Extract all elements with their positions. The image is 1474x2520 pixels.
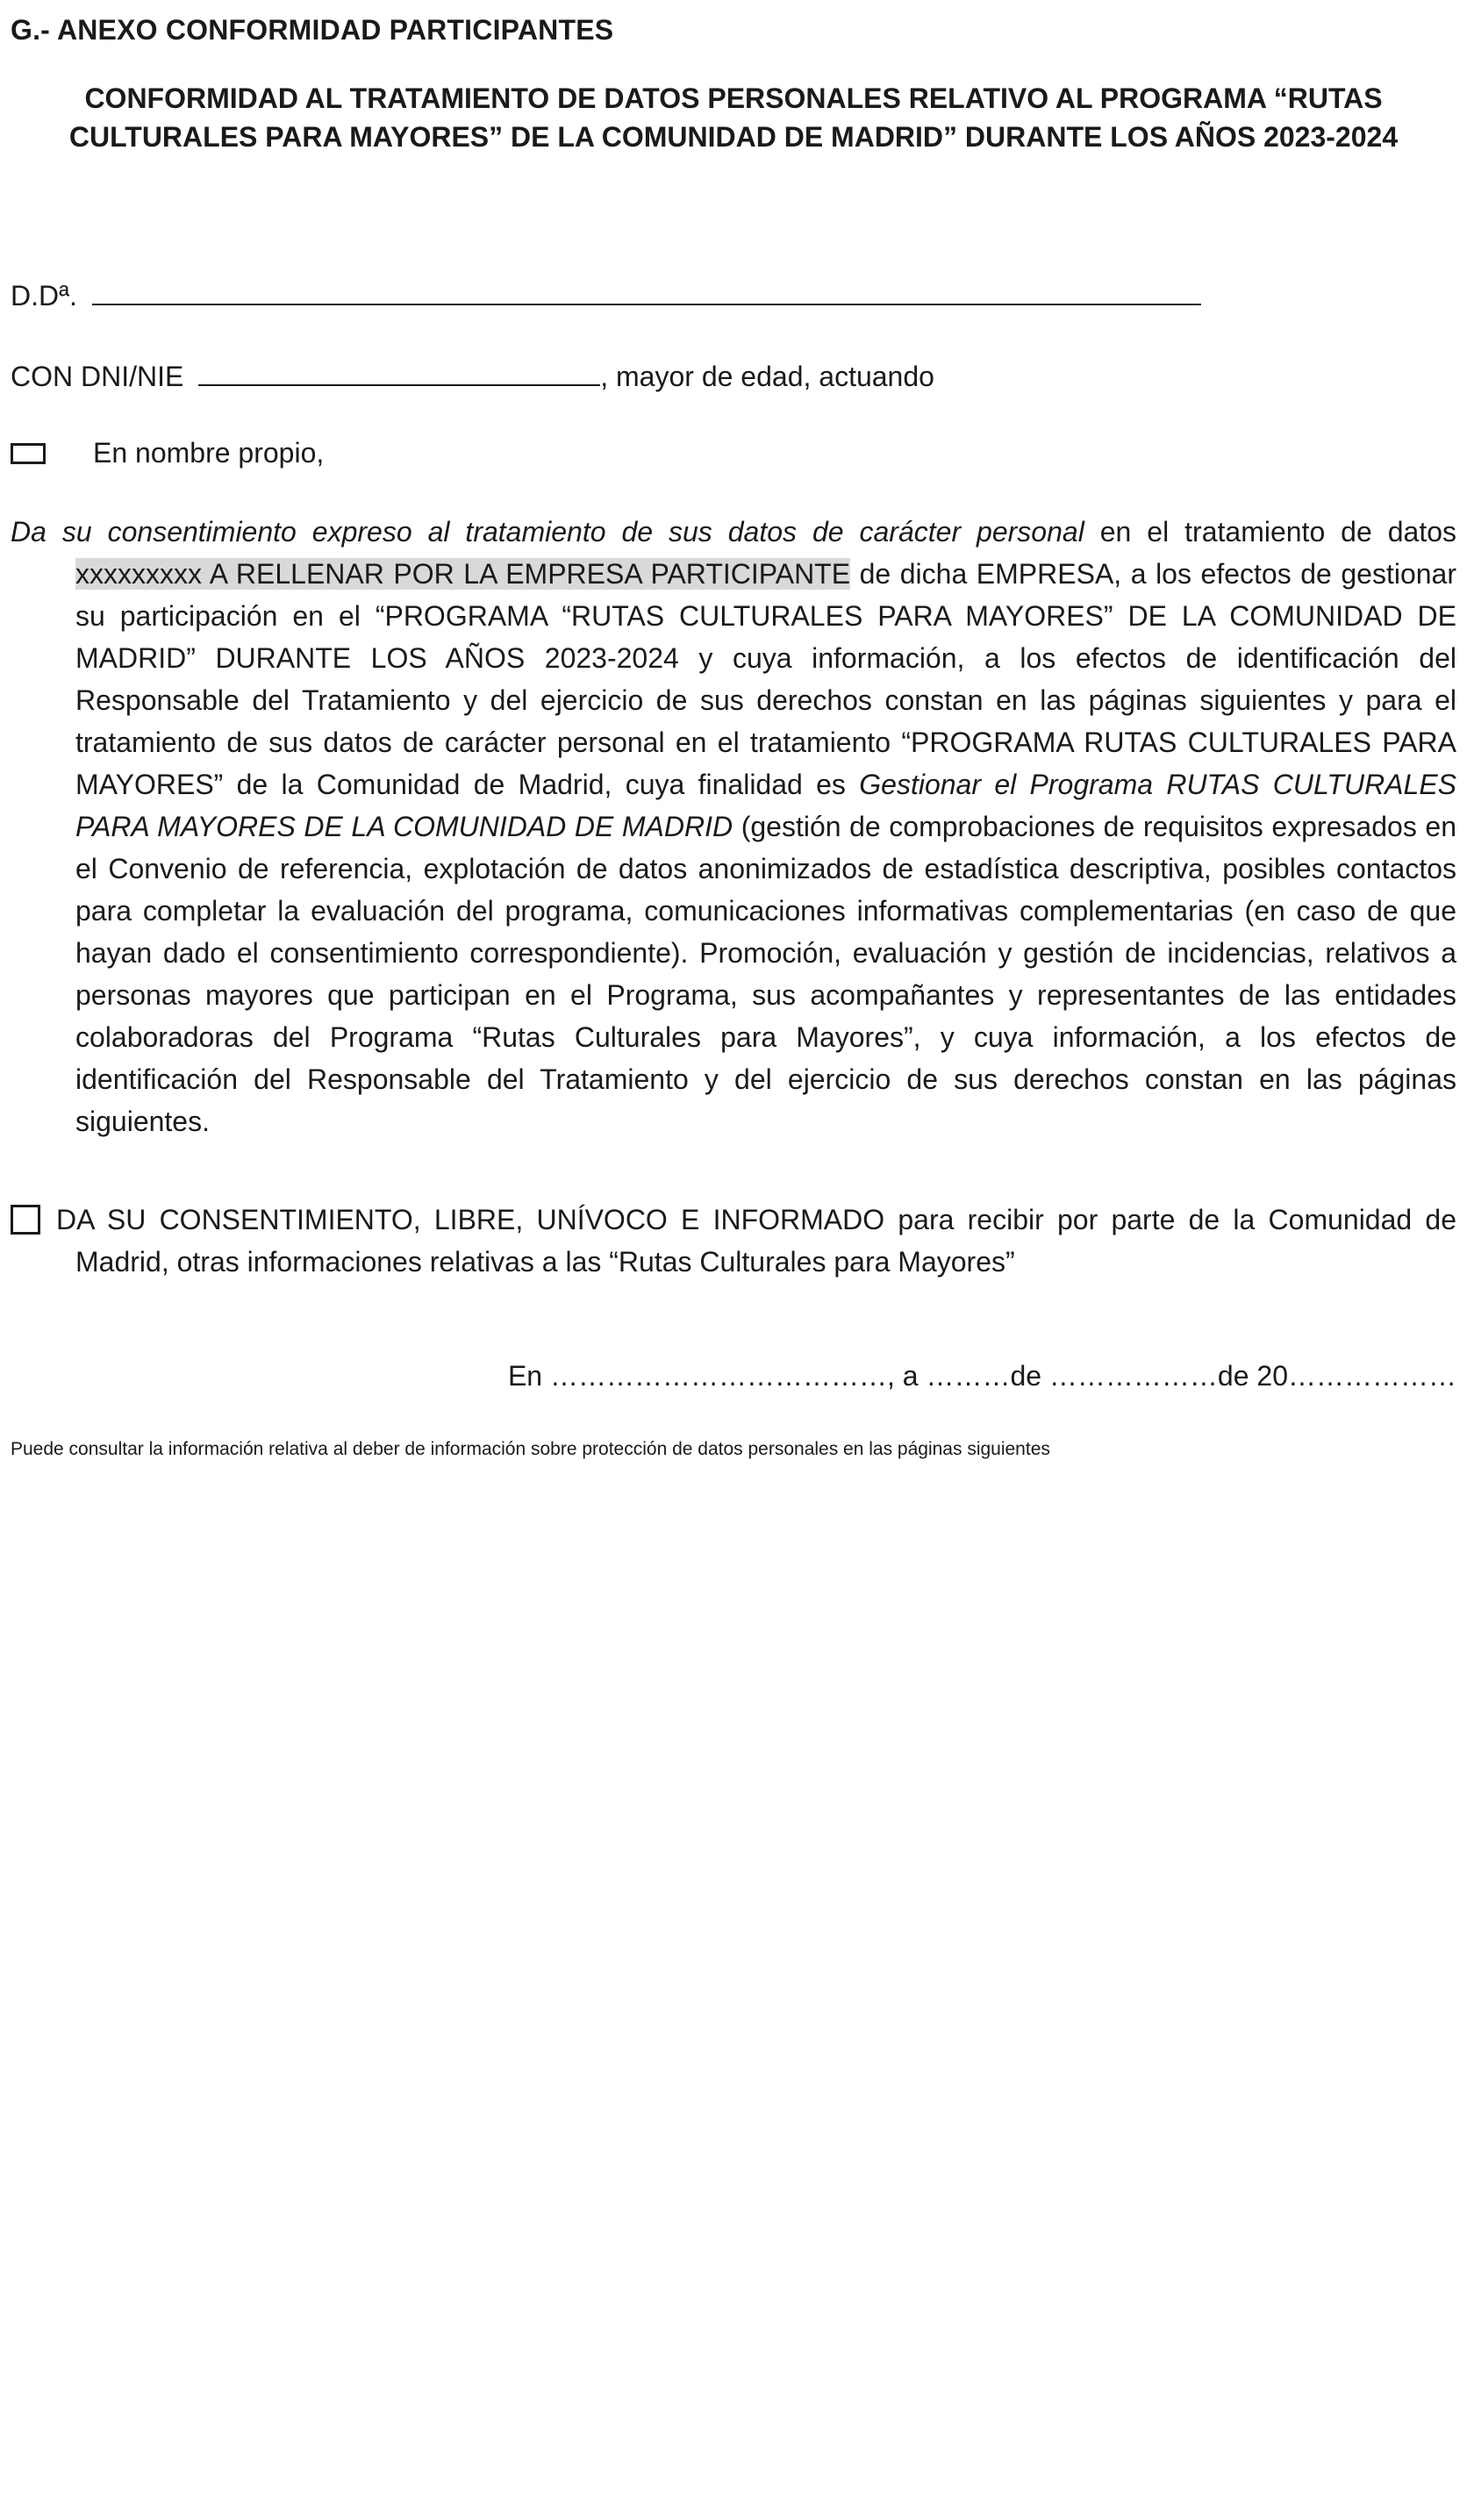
dni-label: CON DNI/NIE [11, 361, 184, 392]
document-title: CONFORMIDAD AL TRATAMIENTO DE DATOS PERSONALES RELATIVO AL PROGRAMA “RUTAS CULTURALES PARA MAYORES” DE LA COMUNIDAD DE MADRID” DURANTE LOS AÑOS 2023-2024 [68, 82, 1399, 153]
annex-title: G.- ANEXO CONFORMIDAD PARTICIPANTES [11, 14, 614, 46]
name-label: D.Dª. [11, 280, 77, 311]
consent-intro: Da su consentimiento expreso al tratamiento de sus datos de carácter personal [11, 516, 1084, 548]
company-placeholder: xxxxxxxxx A RELLENAR POR LA EMPRESA PARTICIPANTE [75, 558, 851, 590]
dni-row [11, 360, 934, 393]
consent-text-3: (gestión de comprobaciones de requisitos expresados en el Convenio de referencia, explotación de datos anonimizados de estadística descriptiva, posibles contactos para completar la evaluación del programa, comunicaciones informativas complementarias (en caso de que hayan dado el consentimiento correspondiente). Promoción, evaluación y gestión de incidencias, relativos a personas mayores que participan en el Programa, sus acompañantes y representantes de las entidades colaboradoras del Programa “Rutas Culturales para Mayores”, y cuya información, a los efectos de identificación del Responsable del Tratamiento y del ejercicio de sus derechos constan en las páginas siguientes. [75, 811, 1457, 1137]
consent-text-1: en el tratamiento de datos [1084, 516, 1457, 548]
consent-purpose: Gestionar el Programa RUTAS CULTURALES PARA MAYORES DE LA COMUNIDAD DE MADRID [75, 769, 1457, 842]
name-row [11, 279, 1201, 312]
own-name-row [11, 437, 324, 469]
footer-note: Puede consultar la información relativa al deber de información sobre protección de datos personales en las páginas siguientes [11, 1439, 1050, 1459]
own-name-label: En nombre propio, [93, 437, 325, 469]
dni-suffix: , mayor de edad, actuando [600, 361, 934, 392]
consent-text-2: de dicha EMPRESA, a los efectos de gestionar su participación en el “PROGRAMA “RUTAS CULTURALES PARA MAYORES” DE LA COMUNIDAD DE MADRID” DURANTE LOS AÑOS 2023-2024 y cuya información, a los efectos de identificación del Responsable del Tratamiento y del ejercicio de sus derechos constan en las páginas siguientes y para el tratamiento de sus datos de carácter personal en el tratamiento “PROGRAMA RUTAS CULTURALES PARA MAYORES” de la Comunidad de Madrid, cuya finalidad es [75, 558, 1457, 800]
name-field-line[interactable] [92, 279, 1201, 305]
dni-field-line[interactable] [198, 360, 600, 386]
consent-paragraph [11, 511, 1456, 1142]
info-consent-paragraph [11, 1199, 1456, 1283]
info-consent-checkbox[interactable] [11, 1205, 40, 1235]
own-name-checkbox[interactable] [11, 443, 46, 464]
info-consent-text: DA SU CONSENTIMIENTO, LIBRE, UNÍVOCO E INFORMADO para recibir por parte de la Comunidad de Madrid, otras informaciones relativas a las “Rutas Culturales para Mayores” [56, 1204, 1456, 1278]
place-date-line[interactable]: En ………………………………, a ………de ………………de 20……………… [507, 1360, 1456, 1392]
